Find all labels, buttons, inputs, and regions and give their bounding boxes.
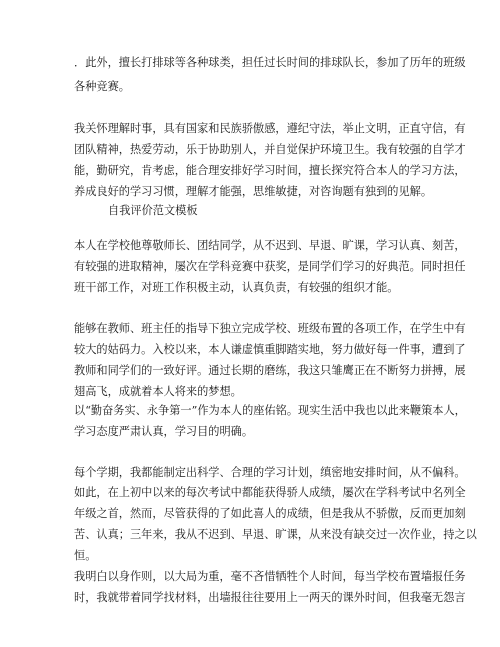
paragraph-4-line-5: 以“勤奋务实、永争第一”作为本人的座佑铭。现实生活中我也以此来鞭策本人， [74, 404, 466, 417]
paragraph-5-line-5: 恒。 [74, 549, 97, 562]
paragraph-5-line-3: 年级之首，然而，尽管获得的了如此喜人的成绩，但是我从不骄傲，反而更加刻 [74, 507, 466, 520]
paragraph-3-line-3: 班干部工作，对班工作积极主动，认真负责，有较强的组织才能。 [74, 281, 399, 294]
paragraph-1-line-1: ．此外，擅长打排球等各种球类，担任过长时间的排球队长，参加了历年的班级 [74, 56, 466, 69]
paragraph-5-line-2: 如此，在上初中以来的每次考试中都能获得骄人成绩，屡次在学科考试中名列全 [74, 486, 466, 499]
paragraph-5-line-4: 苦、认真；三年来，我从不迟到、早退、旷课，从来没有缺交过一次作业，持之以 [74, 528, 477, 541]
paragraph-5-line-6: 我明白以身作则，以大局为重，毫不吝惜牺牲个人时间，每当学校布置墙报任务 [74, 570, 466, 583]
paragraph-4-line-4: 翅高飞，成就着本人将来的梦想。 [74, 385, 242, 398]
paragraph-4-line-6: 学习态度严肃认真，学习目的明确。 [74, 425, 254, 438]
paragraph-4-line-3: 教师和同学们的一致好评。通过长期的磨练，我这只雏鹰正在不断努力拼搏，展 [74, 364, 466, 377]
paragraph-4-line-2: 较大的姑码力。入校以来，本人谦虚慎重脚踏实地，努力做好每一件事，遭到了 [74, 343, 466, 356]
paragraph-5-line-7: 时，我就带着同学找材料，出墙报往往要用上一两天的课外时间，但我毫无怨言 [74, 591, 466, 604]
paragraph-2-line-4: 养成良好的学习习惯，理解才能强，思维敏捷，对咨询题有独到的见解。 [74, 185, 433, 198]
paragraph-4-line-1: 能够在教师、班主任的指导下独立完成学校、班级布置的各项工作，在学生中有 [74, 322, 466, 335]
paragraph-2-line-2: 团队精神，热爱劳动，乐于协助别人，并自觉保护环境卫生。我有较强的自学才 [74, 143, 466, 156]
paragraph-2-line-3: 能，勤研究，肯考虑，能合理安排好学习时间，擅长探究符合本人的学习方法， [74, 164, 466, 177]
paragraph-3-line-2: 有较强的进取精神，屡次在学科竞赛中获奖，是同学们学习的好典范。同时担任 [74, 260, 466, 273]
paragraph-2-line-1: 我关怀理解时事，具有国家和民族骄傲感，遵纪守法，举止文明，正直守信，有 [74, 122, 466, 135]
paragraph-1-line-2: 各种竞赛。 [74, 80, 130, 93]
paragraph-3-line-1: 本人在学校他尊敬师长、团结同学，从不迟到、早退、旷课，学习认真、刻苦， [74, 239, 466, 252]
section-heading: 自我评价范文模板 [108, 204, 198, 217]
paragraph-5-line-1: 每个学期，我都能制定出科学、合理的学习计划，缜密地安排时间，从不偏科。 [74, 466, 466, 479]
